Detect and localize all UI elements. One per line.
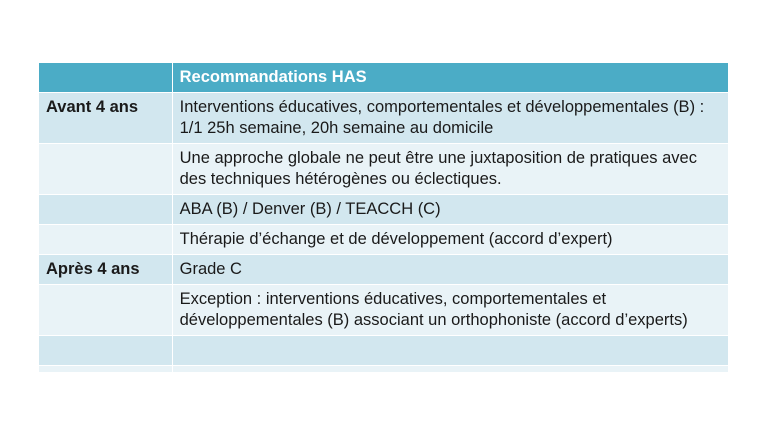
- recommendations-table: [38, 62, 729, 373]
- table-row: [39, 336, 729, 366]
- row-label: [39, 225, 173, 255]
- row-label: Après 4 ans: [39, 255, 173, 285]
- row-label: [39, 144, 173, 195]
- row-label: [39, 366, 173, 373]
- row-label: [39, 336, 173, 366]
- header-label-cell: [39, 63, 173, 93]
- row-text: [172, 336, 728, 366]
- row-text: Une approche globale ne peut être une juxtaposition de pratiques avec des techniques hétérogènes ou éclectiques.: [172, 144, 728, 195]
- row-text: [172, 366, 728, 373]
- row-text: Thérapie d’échange et de développement (accord d’expert): [172, 225, 728, 255]
- table-row: [39, 93, 729, 144]
- table-header-row: [39, 63, 729, 93]
- table-row: [39, 285, 729, 336]
- row-label: Avant 4 ans: [39, 93, 173, 144]
- table-row: [39, 195, 729, 225]
- header-title-cell: Recommandations HAS: [172, 63, 728, 93]
- row-label: [39, 285, 173, 336]
- table-row: [39, 366, 729, 373]
- table-row: [39, 225, 729, 255]
- row-text: Interventions éducatives, comportementales et développementales (B) : 1/1 25h semaine, 20h semaine au domicile: [172, 93, 728, 144]
- row-text: Exception : interventions éducatives, comportementales et développementales (B) associant un orthophoniste (accord d’experts): [172, 285, 728, 336]
- row-label: [39, 195, 173, 225]
- row-text: ABA (B) / Denver (B) / TEACCH (C): [172, 195, 728, 225]
- row-text: Grade C: [172, 255, 728, 285]
- table-row: [39, 144, 729, 195]
- table-row: [39, 255, 729, 285]
